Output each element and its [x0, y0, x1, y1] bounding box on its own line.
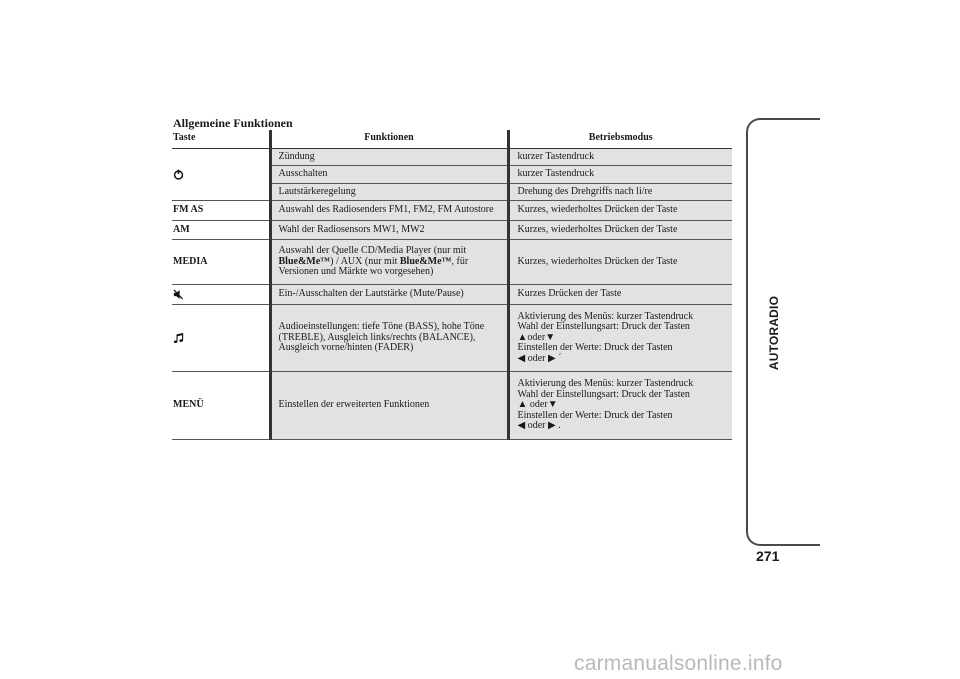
taste-cell-media: MEDIA: [172, 240, 270, 285]
music-note-icon: [173, 332, 184, 344]
up-triangle-icon: ▲: [517, 331, 528, 343]
power-icon: [173, 169, 184, 180]
table-row: [172, 201, 732, 221]
funktion-cell: Zündung: [270, 148, 508, 166]
table-row: [172, 240, 732, 285]
chapter-tab-label: AUTORADIO: [767, 295, 781, 371]
funktion-cell: Ausschalten: [270, 166, 508, 184]
modus-line-leftright: [518, 421, 727, 432]
watermark: carmanualsonline.info: [574, 652, 783, 675]
functions-table: [172, 130, 732, 440]
down-triangle-icon: ▼: [547, 399, 558, 411]
oder-text: oder: [527, 420, 546, 432]
taste-cell-mute: [172, 284, 270, 304]
taste-cell-audio: [172, 304, 270, 372]
modus-cell: [508, 304, 732, 372]
modus-line: Wahl der Einstellungsart: Druck der Tasten: [517, 321, 690, 333]
mute-speaker-icon: [173, 289, 184, 300]
funktion-cell: Audioeinstellungen: tiefe Töne (BASS), hohe Töne (TREBLE), Ausgleich links/rechts (BALANCE), Ausgleich vorne/hinten (FADER): [270, 304, 508, 372]
media-text-a: Auswahl der Quelle CD/Media Player (nur mit: [278, 245, 467, 256]
taste-cell-am: AM: [172, 220, 270, 240]
table-row: [172, 372, 732, 440]
modus-end: ´: [558, 352, 562, 364]
funktion-cell: Auswahl des Radiosenders FM1, FM2, FM Autostore: [270, 201, 508, 221]
header-betriebsmodus: Betriebsmodus: [508, 130, 732, 148]
modus-cell: Kurzes, wiederholtes Drücken der Taste: [508, 201, 732, 221]
modus-cell: Drehung des Drehgriffs nach li/re: [508, 183, 732, 201]
modus-cell: kurzer Tastendruck: [508, 166, 732, 184]
right-triangle-icon: ▶: [547, 352, 556, 364]
page-number: 271: [756, 548, 780, 564]
funktion-cell: Ein-/Ausschalten der Lautstärke (Mute/Pause): [270, 284, 508, 304]
modus-line: Wahl der Einstellungsart: Druck der Tasten: [517, 388, 690, 400]
table-row: [172, 148, 732, 166]
modus-cell: kurzer Tastendruck: [508, 148, 732, 166]
modus-line-leftright: [518, 354, 727, 365]
table-header-row: [172, 130, 732, 148]
chapter-tab: [746, 118, 820, 546]
modus-line: Aktivierung des Menüs: kurzer Tastendruck: [517, 310, 694, 322]
modus-line: Einstellen der Werte: Druck der Tasten: [517, 342, 673, 354]
taste-cell-menu: MENÜ: [172, 372, 270, 440]
oder-text: oder: [527, 352, 546, 364]
oder-text: oder: [527, 331, 546, 343]
section-title: Allgemeine Funktionen: [173, 116, 293, 130]
funktion-cell: Einstellen der erweiterten Funktionen: [270, 372, 508, 440]
modus-cell: Kurzes, wiederholtes Drücken der Taste: [508, 240, 732, 285]
taste-cell-fmas: FM AS: [172, 201, 270, 221]
down-triangle-icon: ▼: [545, 331, 556, 343]
modus-cell: [508, 372, 732, 440]
header-taste: Taste: [172, 130, 270, 148]
modus-line: Aktivierung des Menüs: kurzer Tastendruck: [517, 378, 694, 390]
media-text-b: ) / AUX (nur mit: [330, 255, 400, 267]
table-row: [172, 284, 732, 304]
funktion-cell: Lautstärkeregelung: [270, 183, 508, 201]
funktion-cell: [270, 240, 508, 285]
table-row: [172, 220, 732, 240]
up-triangle-icon: ▲: [517, 399, 528, 411]
table-row: [172, 304, 732, 372]
oder-text: oder: [529, 399, 548, 411]
modus-line: Einstellen der Werte: Druck der Tasten: [517, 409, 673, 421]
left-triangle-icon: ◀: [517, 352, 526, 364]
modus-cell: Kurzes, wiederholtes Drücken der Taste: [508, 220, 732, 240]
header-funktionen: Funktionen: [270, 130, 508, 148]
taste-cell-power: [172, 148, 270, 201]
funktion-cell: Wahl der Radiosensors MW1, MW2: [270, 220, 508, 240]
modus-end: .: [558, 420, 561, 432]
brand-blueme: Blue&Me™: [278, 255, 331, 267]
right-triangle-icon: ▶: [547, 420, 556, 432]
modus-cell: Kurzes Drücken der Taste: [508, 284, 732, 304]
left-triangle-icon: ◀: [517, 420, 526, 432]
brand-blueme: Blue&Me™: [399, 255, 452, 267]
media-text-c: , für Versionen und Märkte wo vorgesehen): [278, 255, 469, 277]
